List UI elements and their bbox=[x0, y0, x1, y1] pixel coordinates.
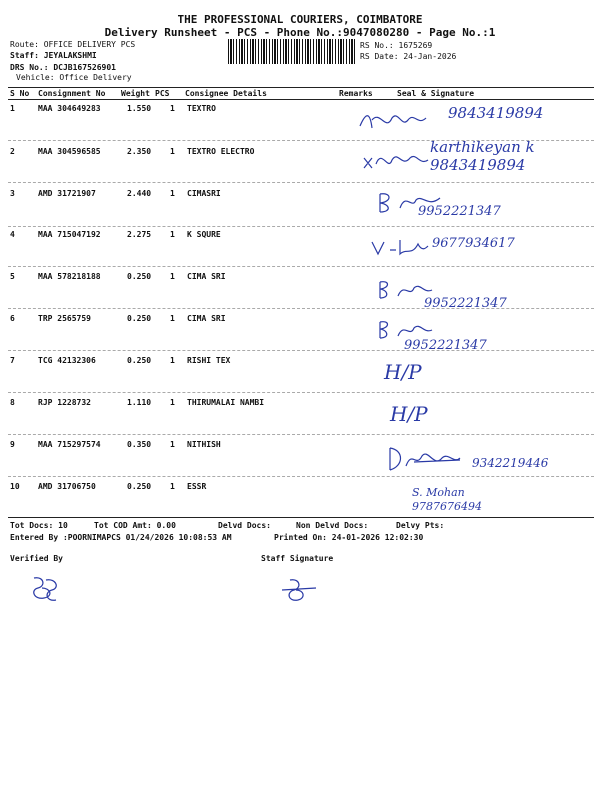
row-consignment: MAA 304649283 bbox=[38, 104, 101, 113]
handwritten-phone: 9952221347 bbox=[404, 338, 487, 353]
verified-by-label: Verified By bbox=[10, 554, 63, 563]
row-consignee: TEXTRO bbox=[187, 104, 216, 113]
row-consignee: THIRUMALAI NAMBI bbox=[187, 398, 265, 407]
row-sno: 8 bbox=[10, 398, 15, 407]
row-divider bbox=[8, 266, 594, 267]
route-label: Route: OFFICE DELIVERY PCS bbox=[10, 40, 136, 49]
rs-date: RS Date: 24-Jan-2026 bbox=[360, 52, 457, 61]
row-sno: 2 bbox=[10, 147, 15, 156]
col-remarks: Remarks bbox=[339, 89, 373, 98]
verifier-signature bbox=[30, 574, 64, 604]
row-consignment: MAA 715297574 bbox=[38, 440, 101, 449]
row-consignment: AMD 31706750 bbox=[38, 482, 96, 491]
row-sno: 3 bbox=[10, 189, 15, 198]
row-weight: 0.250 bbox=[127, 314, 152, 323]
handwritten-name-phone: karthikeyan k 9843419894 bbox=[430, 138, 535, 174]
rs-number: RS No.: 1675269 bbox=[360, 41, 433, 50]
row-consignee: RISHI TEX bbox=[187, 356, 231, 365]
row-weight: 0.250 bbox=[127, 356, 152, 365]
row-sno: 6 bbox=[10, 314, 15, 323]
col-consignee: Consignee Details bbox=[185, 89, 267, 98]
row-weight: 0.350 bbox=[127, 440, 152, 449]
signature-scribble bbox=[370, 236, 430, 260]
handwritten-phone: 9342219446 bbox=[472, 456, 549, 470]
row-divider bbox=[8, 226, 594, 227]
row-consignee: CIMA SRI bbox=[187, 272, 226, 281]
non-delivered-docs: Non Delvd Docs: bbox=[296, 521, 369, 530]
printed-on: Printed On: 24-01-2026 12:02:30 bbox=[274, 533, 424, 542]
row-sno: 7 bbox=[10, 356, 15, 365]
row-weight: 0.250 bbox=[127, 272, 152, 281]
row-consignment: MAA 578218188 bbox=[38, 272, 101, 281]
row-consignee: CIMA SRI bbox=[187, 314, 226, 323]
row-sno: 4 bbox=[10, 230, 15, 239]
row-sno: 9 bbox=[10, 440, 15, 449]
row-consignment: AMD 31721907 bbox=[38, 189, 96, 198]
row-consignee: NITHISH bbox=[187, 440, 221, 449]
row-consignment: TRP 2565759 bbox=[38, 314, 91, 323]
row-pcs: 1 bbox=[170, 230, 175, 239]
row-divider bbox=[8, 392, 594, 393]
row-sno: 1 bbox=[10, 104, 15, 113]
runsheet-barcode bbox=[228, 39, 356, 64]
footer-rule bbox=[8, 517, 594, 518]
delivered-docs: Delvd Docs: bbox=[218, 521, 271, 530]
row-consignment: TCG 42132306 bbox=[38, 356, 96, 365]
row-pcs: 1 bbox=[170, 189, 175, 198]
row-consignment: MAA 715047192 bbox=[38, 230, 101, 239]
row-weight: 2.440 bbox=[127, 189, 152, 198]
header-bottom-rule bbox=[8, 99, 594, 100]
signature-scribble bbox=[384, 444, 464, 474]
col-sno: S No bbox=[10, 89, 30, 98]
handwritten-phone: 9952221347 bbox=[424, 296, 507, 311]
row-pcs: 1 bbox=[170, 272, 175, 281]
total-cod-amount: Tot COD Amt: 0.00 bbox=[94, 521, 176, 530]
col-consignment: Consignment No bbox=[38, 89, 106, 98]
row-pcs: 1 bbox=[170, 314, 175, 323]
col-seal-signature: Seal & Signature bbox=[397, 89, 475, 98]
signature-scribble bbox=[356, 106, 436, 136]
row-divider bbox=[8, 182, 594, 183]
handwritten-hp: H/P bbox=[384, 360, 422, 384]
row-consignee: CIMASRI bbox=[187, 189, 221, 198]
row-consignee: K SQURE bbox=[187, 230, 221, 239]
col-weight: Weight bbox=[121, 89, 150, 98]
handwritten-phone: 9843419894 bbox=[448, 104, 544, 122]
col-pcs: PCS bbox=[155, 89, 170, 98]
drs-number: DRS No.: DCJB167526901 bbox=[10, 63, 116, 72]
header-top-rule bbox=[8, 87, 594, 88]
handwritten-phone: 9952221347 bbox=[418, 204, 501, 219]
total-docs: Tot Docs: 10 bbox=[10, 521, 68, 530]
row-weight: 1.110 bbox=[127, 398, 152, 407]
entered-by: Entered By :POORNIMAPCS 01/24/2026 10:08:53 AM bbox=[10, 533, 232, 542]
row-sno: 10 bbox=[10, 482, 20, 491]
row-weight: 1.550 bbox=[127, 104, 152, 113]
staff-signature-label: Staff Signature bbox=[261, 554, 334, 563]
row-consignee: ESSR bbox=[187, 482, 207, 491]
handwritten-hp: H/P bbox=[390, 402, 428, 426]
row-pcs: 1 bbox=[170, 356, 175, 365]
row-weight: 2.275 bbox=[127, 230, 152, 239]
handwritten-name-phone: S. Mohan 9787676494 bbox=[412, 486, 482, 513]
row-consignment: MAA 304596585 bbox=[38, 147, 101, 156]
row-pcs: 1 bbox=[170, 147, 175, 156]
row-sno: 5 bbox=[10, 272, 15, 281]
vehicle-label: Vehicle: Office Delivery bbox=[16, 73, 132, 82]
row-consignment: RJP 1228732 bbox=[38, 398, 91, 407]
delivery-points: Delvy Pts: bbox=[396, 521, 445, 530]
row-weight: 0.250 bbox=[127, 482, 152, 491]
signature-scribble bbox=[362, 144, 432, 174]
runsheet-subtitle: Delivery Runsheet - PCS - Phone No.:9047080280 - Page No.:1 bbox=[104, 26, 496, 39]
staff-label: Staff: JEYALAKSHMI bbox=[10, 51, 97, 60]
row-pcs: 1 bbox=[170, 440, 175, 449]
staff-signature bbox=[280, 576, 320, 606]
company-title: THE PROFESSIONAL COURIERS, COIMBATORE bbox=[177, 13, 423, 26]
row-consignee: TEXTRO ELECTRO bbox=[187, 147, 255, 156]
handwritten-phone: 9677934617 bbox=[432, 236, 515, 251]
row-weight: 2.350 bbox=[127, 147, 152, 156]
row-divider bbox=[8, 476, 594, 477]
row-divider bbox=[8, 434, 594, 435]
row-divider bbox=[8, 350, 594, 351]
row-pcs: 1 bbox=[170, 398, 175, 407]
row-pcs: 1 bbox=[170, 104, 175, 113]
row-pcs: 1 bbox=[170, 482, 175, 491]
